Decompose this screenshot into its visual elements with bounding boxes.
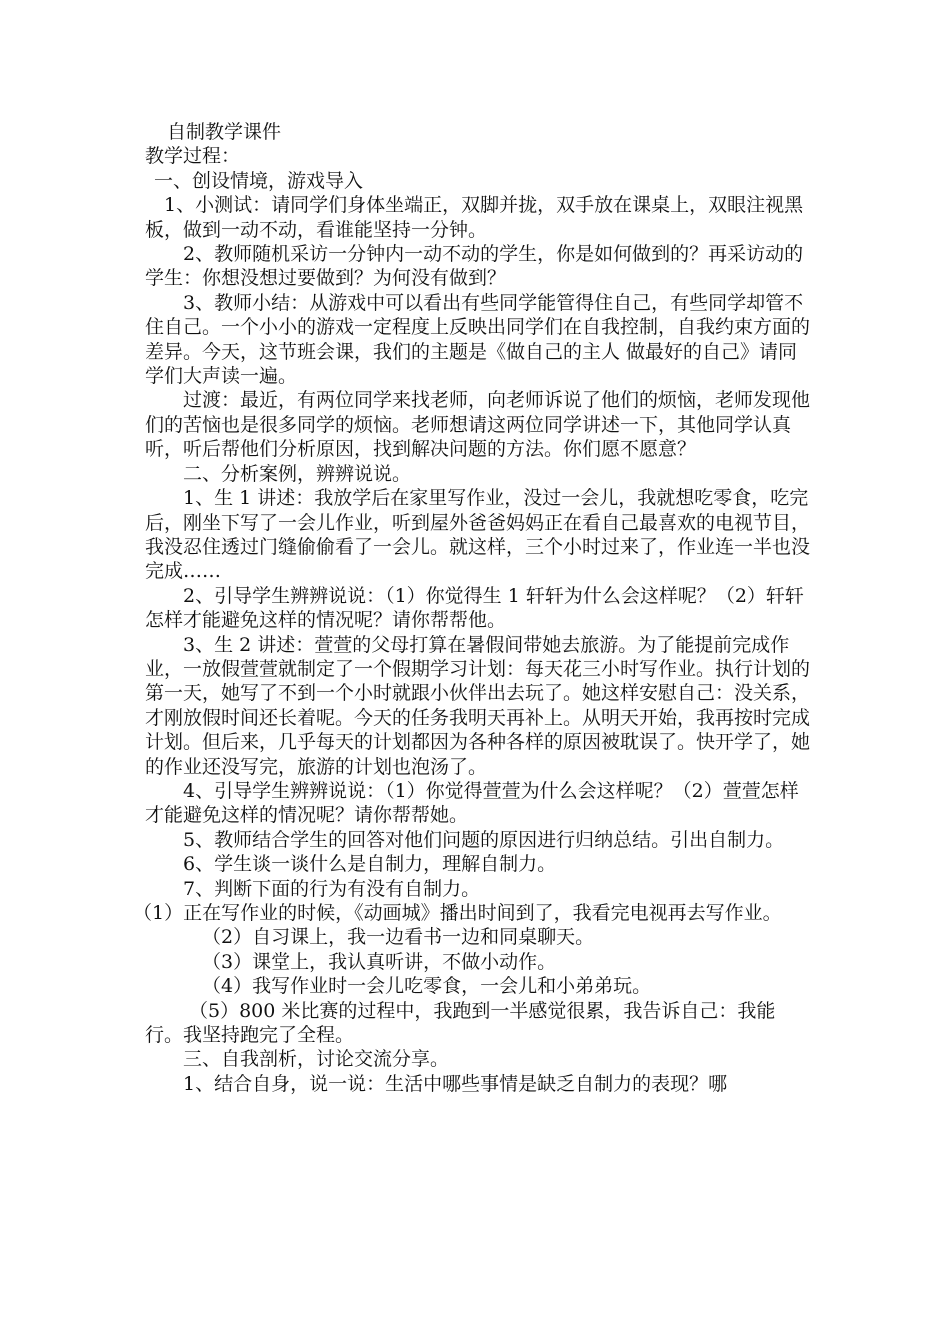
paragraph: （1）正在写作业的时候，《动画城》播出时间到了，我看完电视再去写作业。 (133, 902, 782, 924)
paragraph: 1、结合自身，说一说：生活中哪些事情是缺乏自制力的表现？哪 (183, 1072, 728, 1095)
paragraph: 教学过程： (145, 145, 241, 168)
paragraph: 三、自我剖析，讨论交流分享。 (183, 1048, 450, 1071)
paragraph: 3、教师小结：从游戏中可以看出有些同学能管得住自己，有些同学却管不住自己。一个小小的游戏一定程度上反映出同学们在自我控制，自我约束方面的差异。今天，这节班会课，我们的主题是《做自己的主人 做最好的自己》请同学们大声读一遍。 (145, 291, 811, 388)
paragraph: 一、创设情境，游戏导入 (154, 169, 364, 192)
document-title: 自制教学课件 (167, 121, 282, 143)
paragraph: 6、学生谈一谈什么是自制力，理解自制力。 (183, 853, 557, 876)
paragraph: 3、生 2 讲述：萱萱的父母打算在暑假间带她去旅游。为了能提前完成作业，一放假萱萱就制定了一个假期学习计划：每天花三小时写作业。执行计划的第一天，她写了不到一个小时就跟小伙伴出去玩了。她这样安慰自己：没关系，才刚放假时间还长着呢。今天的任务我明天再补上。从明天开始，我再按时完成计划。但后来，几乎每天的计划都因为各种各样的原因被耽误了。快开学了，她的作业还没写完，旅游的计划也泡汤了。 (145, 633, 811, 778)
paragraph: 7、判断下面的行为有没有自制力。 (183, 877, 481, 900)
paragraph: 2、引导学生辨辨说说：（1）你觉得生 1 轩轩为什么会这样呢？（2）轩轩怎样才能避免这样的情况呢？请你帮帮他。 (145, 584, 804, 632)
paragraph: 二、分析案例，辨辨说说。 (183, 462, 412, 485)
document-page (133, 120, 813, 1096)
paragraph: 1、生 1 讲述：我放学后在家里写作业，没过一会儿，我就想吃零食，吃完后，刚坐下写了一会儿作业，听到屋外爸爸妈妈正在看自己最喜欢的电视节目，我没忍住透过门缝偷偷看了一会儿。就这样，三个小时过来了，作业连一半也没完成…… (145, 487, 811, 583)
document-body (133, 144, 813, 1096)
paragraph: （3）课堂上，我认真听讲，不做小动作。 (202, 950, 557, 973)
paragraph: 2、教师随机采访一分钟内一动不动的学生，你是如何做到的？再采访动的学生：你想没想过要做到？为何没有做到？ (145, 243, 804, 290)
paragraph: 过渡：最近，有两位同学来找老师，向老师诉说了他们的烦恼，老师发现他们的苦恼也是很多同学的烦恼。老师想请这两位同学讲述一下，其他同学认真听，听后帮他们分析原因，找到解决问题的方法。你们愿不愿意？ (145, 389, 811, 461)
paragraph: （2）自习课上，我一边看书一边和同桌聊天。 (202, 926, 595, 949)
paragraph: （4）我写作业时一会儿吃零食，一会儿和小弟弟玩。 (202, 975, 652, 998)
paragraph: （5）800 米比赛的过程中，我跑到一半感觉很累，我告诉自己：我能行。我坚持跑完了全程。 (145, 999, 776, 1047)
paragraph: 4、引导学生辨辨说说：（1）你觉得萱萱为什么会这样呢？（2）萱萱怎样才能避免这样的情况呢？请你帮帮她。 (145, 779, 799, 827)
paragraph: 1、小测试：请同学们身体坐端正，双脚并拢，双手放在课桌上，双眼注视黑板，做到一动不动，看谁能坚持一分钟。 (145, 194, 804, 241)
paragraph: 5、教师结合学生的回答对他们问题的原因进行归纳总结。引出自制力。 (183, 828, 785, 851)
